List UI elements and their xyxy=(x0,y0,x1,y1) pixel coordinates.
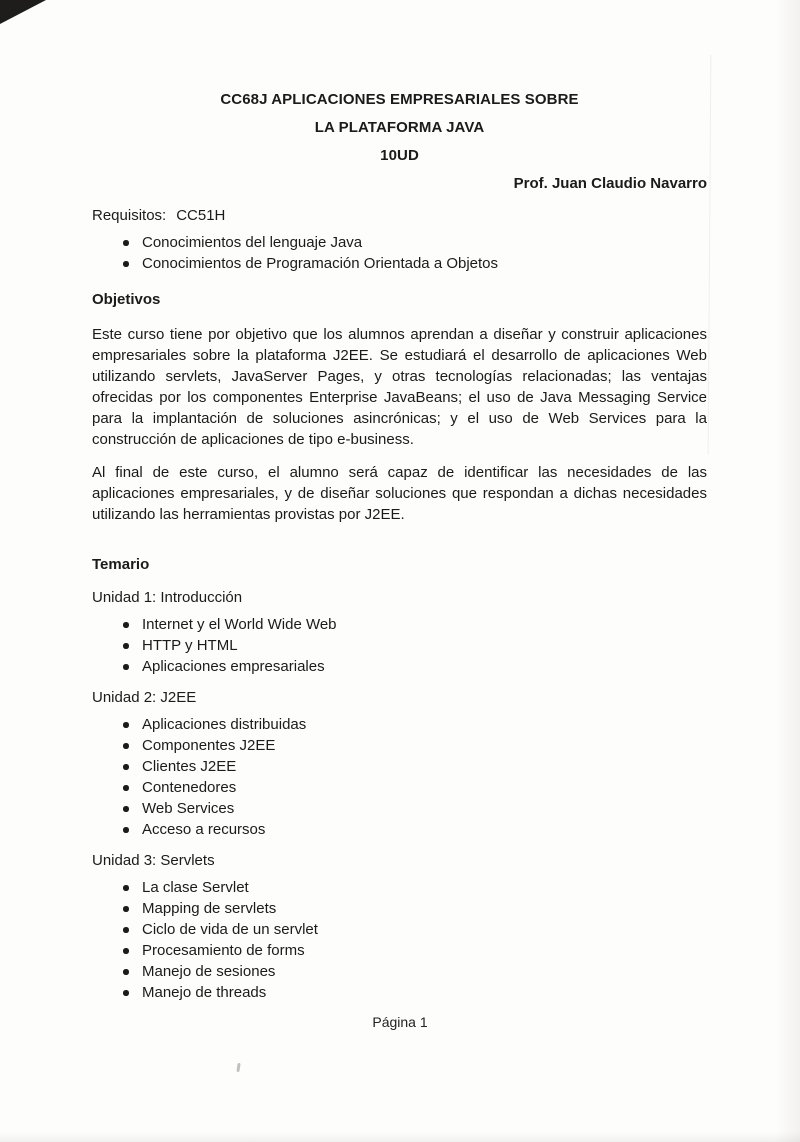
requisitos-list xyxy=(92,232,707,274)
list-item: Manejo de threads xyxy=(120,982,707,1003)
unit-1-list xyxy=(92,614,707,677)
list-item: Aplicaciones distribuidas xyxy=(120,714,707,735)
unit-2 xyxy=(92,686,707,840)
scan-artifact-bottom-shadow xyxy=(0,1132,800,1142)
page-number: Página 1 xyxy=(372,1014,428,1030)
requisitos-code: CC51H xyxy=(176,207,226,224)
course-units-line: 10UD xyxy=(380,147,419,164)
course-title-block xyxy=(92,86,707,170)
list-item: Ciclo de vida de un servlet xyxy=(120,919,707,940)
course-title-line-1: CC68J APLICACIONES EMPRESARIALES SOBRE xyxy=(220,91,579,108)
unit-title: Unidad 3: Servlets xyxy=(92,852,215,869)
list-item: Conocimientos de Programación Orientada a Objetos xyxy=(120,253,707,274)
unit-title: Unidad 2: J2EE xyxy=(92,689,197,706)
list-item: Componentes J2EE xyxy=(120,735,707,756)
unit-1 xyxy=(92,586,707,677)
list-item: Contenedores xyxy=(120,777,707,798)
list-item: Acceso a recursos xyxy=(120,819,707,840)
temario-heading: Temario xyxy=(92,556,150,573)
requisitos-line xyxy=(92,204,707,228)
list-item: Conocimientos del lenguaje Java xyxy=(120,232,707,253)
list-item: Internet y el World Wide Web xyxy=(120,614,707,635)
course-title-line-2: LA PLATAFORMA JAVA xyxy=(314,119,485,136)
unit-3-list xyxy=(92,877,707,1003)
unit-3 xyxy=(92,849,707,1003)
list-item: La clase Servlet xyxy=(120,877,707,898)
unit-2-list xyxy=(92,714,707,840)
list-item: Aplicaciones empresariales xyxy=(120,656,707,677)
objetivos-paragraph-1: Este curso tiene por objetivo que los alumnos aprendan a diseñar y construir aplicaciones empresariales sobre la plataforma J2EE. Se estudiará el desarrollo de aplicaciones Web utilizando servlets, JavaServer Pages, y otras tecnologías relacionadas; las ventajas ofrecidas por los componentes Enterprise JavaBeans; el uso de Java Messaging Service para la implantación de soluciones asincrónicas; y el uso de Web Services para la construcción de aplicaciones de tipo e-business. xyxy=(92,326,707,448)
list-item: Manejo de sesiones xyxy=(120,961,707,982)
requisitos-label: Requisitos: xyxy=(92,207,167,224)
scan-artifact-speck xyxy=(236,1063,240,1072)
objetivos-paragraph-2: Al final de este curso, el alumno será capaz de identificar las necesidades de las aplicaciones empresariales, y de diseñar soluciones que respondan a dichas necesidades utilizando las herramientas provistas por J2EE. xyxy=(92,464,707,523)
list-item: Clientes J2EE xyxy=(120,756,707,777)
objetivos-heading: Objetivos xyxy=(92,291,161,308)
list-item: Procesamiento de forms xyxy=(120,940,707,961)
professor-name: Prof. Juan Claudio Navarro xyxy=(513,175,707,192)
list-item: HTTP y HTML xyxy=(120,635,707,656)
list-item: Mapping de servlets xyxy=(120,898,707,919)
unit-title: Unidad 1: Introducción xyxy=(92,589,243,606)
list-item: Web Services xyxy=(120,798,707,819)
